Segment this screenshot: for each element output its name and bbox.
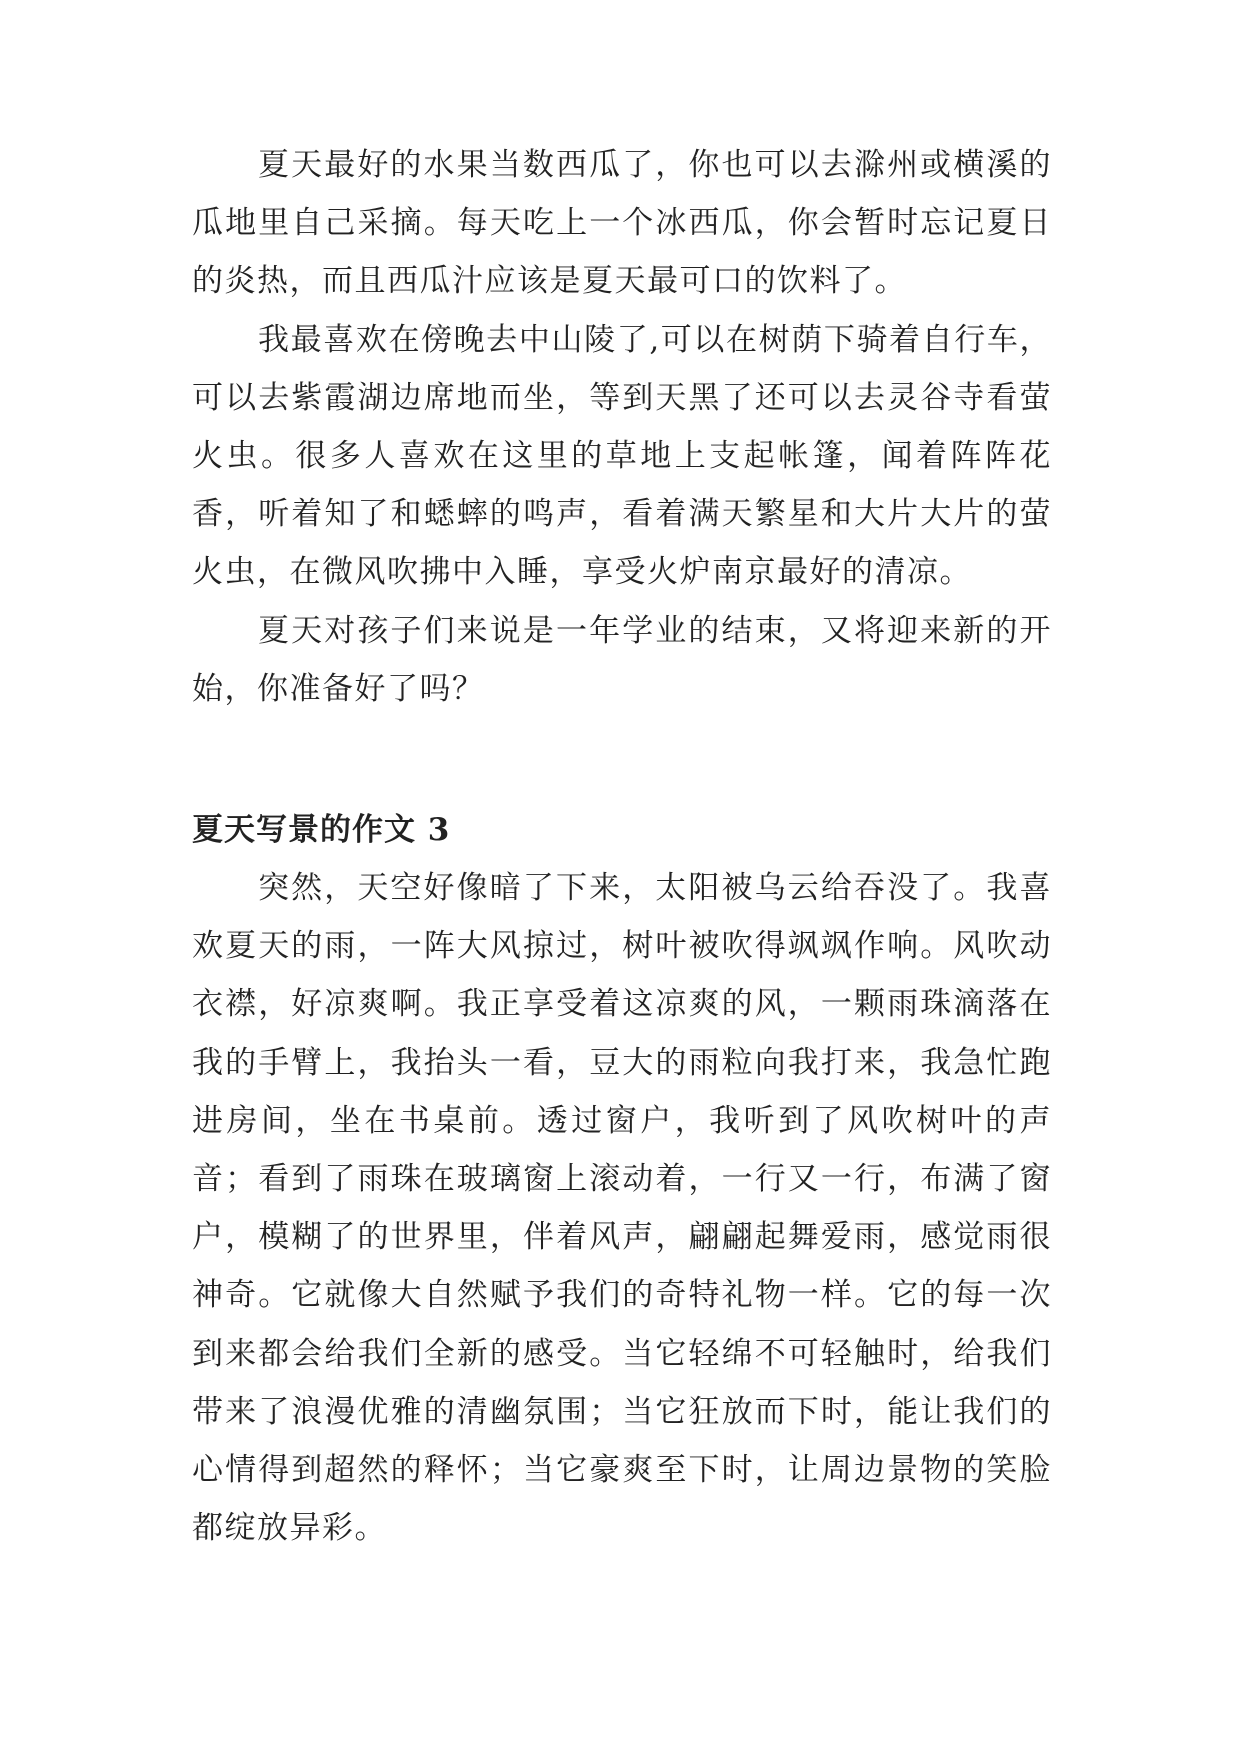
paragraph-zhongshan: 我最喜欢在傍晚去中山陵了,可以在树荫下骑着自行车，可以去紫霞湖边席地而坐，等到天黑了还可以去灵谷寺看萤火虫。很多人喜欢在这里的草地上支起帐篷，闻着阵阵花香，听着知了和蟋蟀的鸣声，看着满天繁星和大片大片的萤火虫，在微风吹拂中入睡，享受火炉南京最好的清凉。: [192, 321, 1052, 591]
essay-continuation: [192, 136, 1052, 718]
paragraph-children: 夏天对孩子们来说是一年学业的结束，又将迎来新的开始，你准备好了吗？: [192, 612, 1052, 707]
paragraph-watermelon: 夏天最好的水果当数西瓜了，你也可以去滁州或横溪的瓜地里自己采摘。每天吃上一个冰西瓜，你会暂时忘记夏日的炎热，而且西瓜汁应该是夏天最可口的饮料了。: [192, 147, 1052, 300]
section-heading: 夏天写景的作文 3: [192, 812, 451, 848]
essay-3: [192, 859, 1052, 1557]
paragraph-rain: 突然，天空好像暗了下来，太阳被乌云给吞没了。我喜欢夏天的雨，一阵大风掠过，树叶被吹得飒飒作响。风吹动衣襟，好凉爽啊。我正享受着这凉爽的风，一颗雨珠滴落在我的手臂上，我抬头一看，豆大的雨粒向我打来，我急忙跑进房间，坐在书桌前。透过窗户，我听到了风吹树叶的声音；看到了雨珠在玻璃窗上滚动着，一行又一行，布满了窗户，模糊了的世界里，伴着风声，翩翩起舞爱雨，感觉雨很神奇。它就像大自然赋予我们的奇特礼物一样。它的每一次到来都会给我们全新的感受。当它轻绵不可轻触时，给我们带来了浪漫优雅的清幽氛围；当它狂放而下时，能让我们的心情得到超然的释怀；当它豪爽至下时，让周边景物的笑脸都绽放异彩。: [192, 870, 1052, 1547]
